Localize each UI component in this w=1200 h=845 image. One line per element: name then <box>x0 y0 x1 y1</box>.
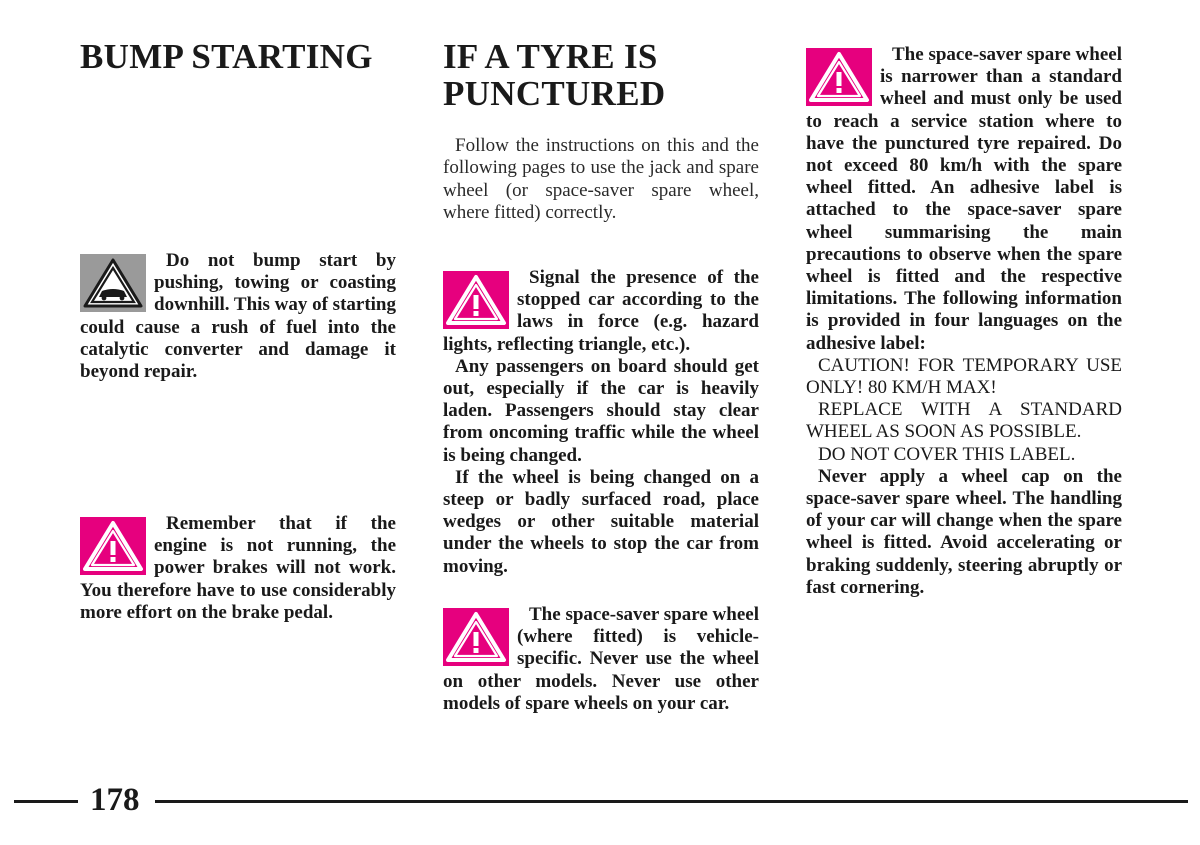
footer-rule-right <box>155 800 1188 803</box>
heading-tyre-punctured <box>443 38 759 112</box>
warning-power-brakes <box>80 513 396 624</box>
warning-text: Do not bump start by pushing, towing or coasting downhill. This way of starting could cause a rush of fuel into the catalytic converter and damage it beyond repair. <box>80 250 396 383</box>
label-do-not-cover: DO NOT COVER THIS LABEL. <box>818 443 1076 465</box>
middle-column <box>443 38 759 224</box>
right-column <box>806 44 1122 599</box>
car-danger-warning-icon <box>80 254 146 312</box>
footer-rule-left <box>14 800 78 803</box>
warning-text: The space-saver spare wheel (where fitted) is vehicle-specific. Never use the wheel on other models. Never use other models of spare wheels on your car. <box>443 604 759 714</box>
page-number: 178 <box>90 782 140 818</box>
heading-line-2: PUNCTURED <box>443 74 666 113</box>
warning-vehicle-specific <box>443 604 759 715</box>
warning-text: The space-saver spare wheel is narrower than a standard wheel and must only be used to reach a service station where to have the punctured tyre repaired. Do not exceed 80 km/h with the spare wheel fitted. An adhesive label is attached to the space-saver spare wheel summarising the main precautions to observe when the spare wheel is fitted and the respective limitations. The following information is provided in four languages on the adhesive label: <box>806 44 1122 354</box>
warning-triangle-icon <box>443 271 509 329</box>
warning-text: Signal the presence of the stopped car according to the laws in force (e.g. hazard lights, reflecting triangle, etc.). <box>443 267 759 355</box>
warning-triangle-icon <box>80 517 146 575</box>
left-column <box>80 38 396 75</box>
warning-triangle-icon <box>806 48 872 106</box>
warning-text-wedges: If the wheel is being changed on a steep or badly surfaced road, place wedges or other suitable material under the wheels to stop the car from moving. <box>443 466 759 577</box>
label-replace: REPLACE WITH A STANDARD WHEEL AS SOON AS POSSIBLE. <box>806 399 1122 443</box>
warning-text-passengers: Any passengers on board should get out, especially if the car is heavily laden. Passengers should stay clear from oncoming traffic while the wheel is being changed. <box>443 355 759 466</box>
warning-signal-presence <box>443 267 759 578</box>
intro-text: Follow the instructions on this and the following pages to use the jack and spare wheel (or space-saver spare wheel, where fitted) correctly. <box>443 135 759 223</box>
warning-bump-start <box>80 250 396 383</box>
closing-text: Never apply a wheel cap on the space-saver spare wheel. The handling of your car will change when the spare wheel is fitted. Avoid accelerating or braking suddenly, steering abruptly or fast cornering. <box>806 465 1122 598</box>
heading-bump-starting: BUMP STARTING <box>80 37 373 76</box>
warning-triangle-icon <box>443 608 509 666</box>
warning-space-saver <box>806 44 1122 599</box>
label-caution: CAUTION! FOR TEMPORARY USE ONLY! 80 KM/H MAX! <box>806 354 1122 399</box>
heading-line-1: IF A TYRE IS <box>443 37 658 76</box>
warning-text: Remember that if the engine is not running, the power brakes will not work. You therefore have to use considerably more effort on the brake pedal. <box>80 513 396 623</box>
